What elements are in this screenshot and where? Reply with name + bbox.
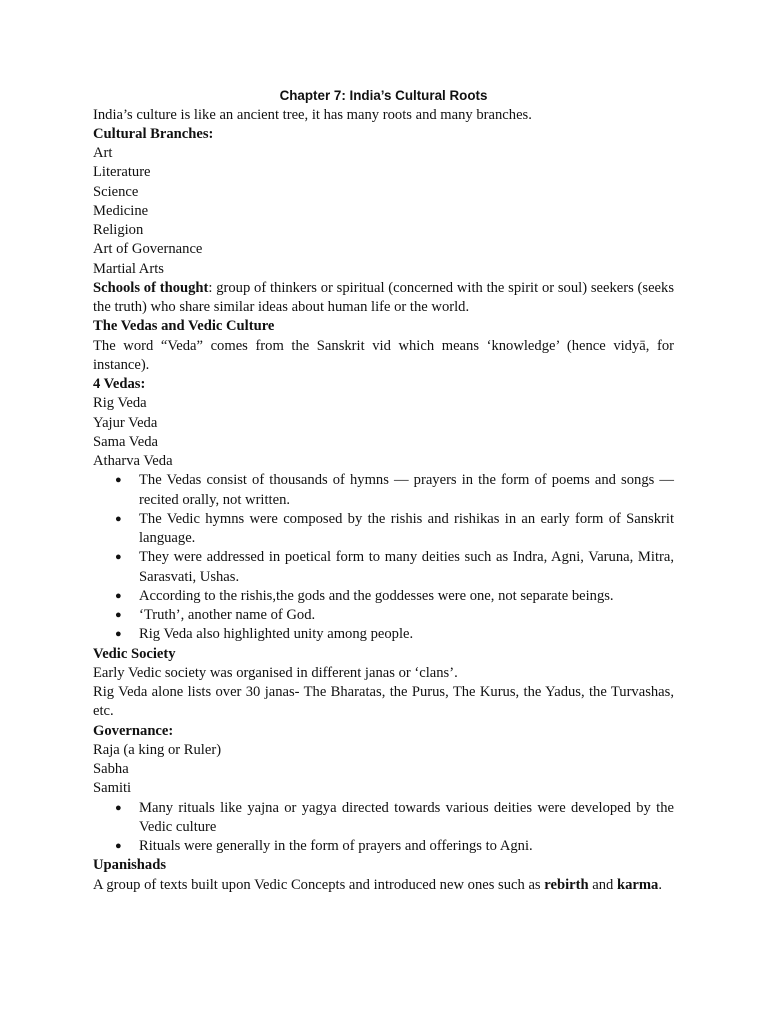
governance-item: Raja (a king or Ruler)	[93, 741, 222, 758]
bullet-icon: ●	[115, 551, 122, 564]
governance-heading: Governance:	[93, 722, 174, 739]
veda-item: Yajur Veda	[93, 414, 158, 431]
intro-paragraph: India’s culture is like an ancient tree, it has many roots and many branches.	[93, 106, 532, 123]
rebirth-term: rebirth	[544, 876, 589, 893]
list-item-text: The Vedas consist of thousands of hymns — prayers in the form of poems and songs — recited orally, not written.	[139, 472, 674, 508]
branch-item: Art	[93, 145, 113, 161]
veda-item: Sama Veda	[93, 433, 158, 450]
janas-paragraph: Rig Veda alone lists over 30 janas- The Bharatas, the Purus, The Kurus, the Yadus, the Turvashas, etc.	[93, 684, 674, 720]
four-vedas-heading: 4 Vedas:	[93, 376, 146, 392]
list-item	[93, 799, 674, 838]
upanishads-paragraph	[93, 876, 674, 895]
vedic-society-paragraph: Early Vedic society was organised in different janas or ‘clans’.	[93, 664, 458, 681]
bullet-icon: ●	[115, 609, 122, 621]
rituals-bullet-list	[93, 799, 674, 857]
governance-item: Samiti	[93, 780, 132, 797]
branch-item: Literature	[93, 164, 151, 181]
vedic-society-heading: Vedic Society	[93, 645, 176, 662]
cultural-branches-heading: Cultural Branches:	[93, 125, 214, 142]
list-item-text: They were addressed in poetical form to many deities such as Indra, Agni, Varuna, Mitra, Sarasvati, Ushas.	[139, 549, 674, 585]
upanishads-text-mid: and	[588, 876, 617, 893]
list-item-text: The Vedic hymns were composed by the rishis and rishikas in an early form of Sanskrit language.	[139, 510, 674, 546]
bullet-icon: ●	[115, 474, 122, 487]
list-item-text: Rituals were generally in the form of prayers and offerings to Agni.	[139, 838, 533, 854]
bullet-icon: ●	[115, 512, 122, 525]
karma-term: karma	[616, 876, 659, 893]
schools-of-thought-paragraph	[93, 279, 674, 318]
list-item	[93, 587, 674, 606]
schools-of-thought-definition: : group of thinkers or spiritual (concerned with the spirit or soul) seekers (seeks the truth) who share similar ideas about human life or the world.	[93, 279, 675, 315]
list-item	[93, 510, 674, 549]
branch-item: Science	[93, 183, 139, 200]
upanishads-text: A group of texts built upon Vedic Concepts and introduced new ones such as	[93, 876, 545, 893]
branch-item: Martial Arts	[93, 260, 164, 277]
branch-item: Religion	[93, 222, 144, 238]
branch-item: Art of Governance	[93, 241, 203, 258]
veda-word-paragraph: The word “Veda” comes from the Sanskrit vid which means ‘knowledge’ (hence vidyā, for instance).	[93, 337, 674, 373]
governance-item: Sabha	[93, 761, 129, 777]
vedas-section-heading: The Vedas and Vedic Culture	[93, 318, 275, 335]
list-item-text: ‘Truth’, another name of God.	[139, 607, 316, 623]
list-item	[93, 606, 674, 625]
list-item	[93, 548, 674, 587]
list-item-text: Many rituals like yajna or yagya directed towards various deities were developed by the Vedic culture	[139, 799, 674, 835]
bullet-icon: ●	[115, 840, 122, 852]
upanishads-heading: Upanishads	[93, 857, 167, 874]
vedas-bullet-list	[93, 471, 674, 644]
bullet-icon: ●	[115, 801, 122, 814]
bullet-icon: ●	[115, 589, 122, 602]
upanishads-text-end: .	[658, 876, 662, 893]
document-content	[93, 86, 674, 895]
bullet-icon: ●	[115, 628, 122, 641]
list-item	[93, 837, 674, 856]
list-item-text: According to the rishis,the gods and the goddesses were one, not separate beings.	[139, 587, 614, 604]
list-item	[93, 471, 674, 510]
branch-item: Medicine	[93, 202, 149, 219]
schools-of-thought-term: Schools of thought	[93, 279, 209, 296]
list-item-text: Rig Veda also highlighted unity among people.	[139, 626, 414, 643]
veda-item: Atharva Veda	[93, 453, 173, 469]
list-item	[93, 625, 674, 644]
veda-item: Rig Veda	[93, 395, 147, 412]
page-title: Chapter 7: India’s Cultural Roots	[279, 88, 488, 103]
